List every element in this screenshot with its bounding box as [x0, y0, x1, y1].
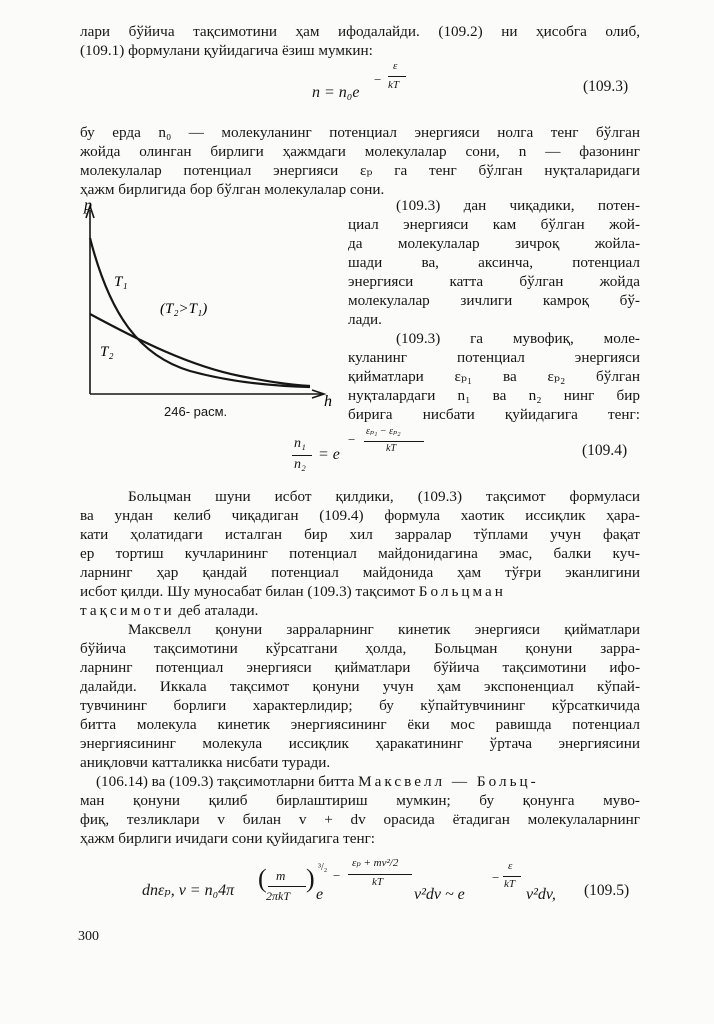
eq-minus: −: [492, 870, 500, 885]
text-line: циал энергияси кам бўлган жой-: [348, 216, 640, 233]
text-line: ва ундан келиб чиқадиган (109.4) формула хаотик иссиқлик ҳара-: [80, 507, 640, 524]
eq-exp2-top: ε: [508, 860, 513, 872]
text-line: тувчининг борлиги характерлидир; бу кўпайтувчининг кўрсаткичида: [80, 697, 640, 714]
eq-exp1-bottom: kT: [372, 876, 383, 888]
text-line: [80, 772, 640, 791]
text-line: нуқталардаги n₁ ва n₂ нинг бир: [348, 387, 640, 404]
eq-exp-bottom: kT: [388, 79, 399, 91]
text-line: бўйича тақсимотини кўрсатгани ҳолда, Больцман қонуни зарра-: [80, 640, 640, 657]
figure-246: [80, 196, 342, 406]
text-line: аниқловчи катталикка нисбати туради.: [80, 754, 331, 771]
text-line: да молекулалар зичроқ жойла-: [348, 235, 640, 252]
eq-label: (109.5): [584, 882, 630, 899]
text-line: ҳажм бирлигида бор бўлган молекулалар сони.: [80, 181, 385, 198]
eq-exp-top: εₚ₁ − εₚ₂: [366, 426, 401, 437]
text-line: ларнинг потенциал энергияси қийматлари бўйича тақсимотини ифо-: [80, 659, 640, 676]
eq-exp1-top: εₚ + mv²/2: [352, 857, 399, 869]
eq-mid: v²dv ~ e: [414, 886, 465, 903]
text-line: бу ерда n₀ — молекуланинг потенциал энергияси нолга тенг бўлган: [80, 124, 640, 141]
text-line: (109.3) дан чиқадики, потен-: [396, 197, 640, 214]
text-span: исбот қилди. Шу муносабат билан (109.3) тақсимот: [80, 583, 415, 600]
text-line: ларнинг ҳар қандай потенциал майдонида ҳам тўғри эканлигини: [80, 564, 640, 581]
temperature-condition: (T₂>T₁): [160, 301, 208, 317]
text-line: бирига нисбати қуйидагига тенг:: [348, 406, 640, 423]
text-line: Больцман шуни исбот қилдики, (109.3) тақсимот формуласи: [128, 488, 640, 505]
eq-minus: −: [333, 868, 341, 883]
eq-num: n₁: [294, 436, 306, 451]
text-line: кати ҳолатидаги исталган бир хил зарралар тўплами учун фақат: [80, 526, 640, 543]
page-number: 300: [78, 929, 99, 944]
text-span: (106.14) ва (109.3) тақсимотларни битта: [96, 773, 355, 790]
text-line: лади.: [348, 311, 382, 328]
y-axis-label: p: [84, 197, 92, 214]
text-line: энергияси катта бўлган жойда: [348, 273, 640, 290]
text-span: деб аталади.: [174, 602, 259, 619]
eq-den: n₂: [294, 457, 306, 472]
eq-label: (109.4): [582, 442, 628, 459]
eq-power: ³/₂: [318, 862, 328, 873]
eq-tail: v²dv,: [526, 886, 556, 903]
text-line: ман қонуни қилиб бирлаштириш мумкин; бу қонунга муво-: [80, 792, 640, 809]
eq-minus: −: [374, 72, 382, 87]
text-line: жойда олинган бирлиги ҳажмдаги молекулалар сони, n — фазонинг: [80, 143, 640, 160]
curve1-label: T₁: [114, 274, 128, 290]
text-line: қийматлари εₚ₁ ва εₚ₂ бўлган: [348, 368, 640, 385]
curve-t2: [90, 314, 310, 386]
text-line: молекулалар зичлиги камроқ бў-: [348, 292, 640, 309]
text-line: (109.3) га мувофиқ, моле-: [396, 330, 640, 347]
text-line: битта молекула кинетик энергиясининг ёки мос равишда потенциал: [80, 716, 640, 733]
eq-minus: −: [348, 432, 356, 447]
text-line: ҳажм бирлиги ичидаги сони қуйидагига тенг:: [80, 830, 376, 847]
spaced-term: Больцман: [418, 583, 506, 600]
eq-exp2-bottom: kT: [504, 878, 515, 890]
eq-eq: = e: [318, 446, 340, 463]
text-line: [80, 601, 640, 620]
eq-exp-top: ε: [393, 60, 398, 72]
text-line: шади ва, аксинча, потенциал: [348, 254, 640, 271]
eq-exp-bottom: kT: [386, 443, 396, 454]
text-line: куланинг потенциал энергияси: [348, 349, 640, 366]
text-line: ер тортиш кучларининг потенциал майдонидагина эмас, балки куч-: [80, 545, 640, 562]
text-line: молекулалар потенциал энергияси εₚ га тенг бўлган нуқталаридаги: [80, 162, 640, 179]
eq-lhs: dnεₚ, v = n₀4π: [142, 882, 235, 899]
eq-label: (109.3): [583, 78, 629, 95]
paren-close: ): [306, 864, 315, 893]
text-line: энергиясининг молекула иссиқлик ҳаракатининг ўртача энергиясини: [80, 735, 640, 752]
eq-e1: e: [316, 886, 324, 903]
eq-main: n = n₀e: [312, 84, 360, 101]
eq-frac-bottom: 2πkT: [266, 889, 291, 903]
x-axis-label: h: [324, 393, 332, 406]
curve2-label: T₂: [100, 344, 114, 360]
text-line: Максвелл қонуни зарраларнинг кинетик энергияси қийматлари: [128, 621, 640, 638]
spaced-term: тақсимоти: [80, 602, 175, 619]
text-line: лари бўйича тақсимотини ҳам ифодалайди. (109.2) ни ҳисобга олиб,: [80, 23, 640, 40]
text-line: далайди. Иккала тақсимот қонуни учун ҳам экспоненциал кўпай-: [80, 678, 640, 695]
text-line: [80, 582, 506, 601]
text-line: фиқ, тезликлари v билан v + dv орасида ётадиган молекулаларнинг: [80, 811, 640, 828]
eq-frac-top: m: [276, 868, 286, 883]
figure-caption: 246- расм.: [164, 404, 228, 419]
text-line: (109.1) формулани қуйидагича ёзиш мумкин:: [80, 42, 373, 59]
paren-open: (: [258, 864, 267, 893]
spaced-term: Максвелл — Больц-: [358, 773, 539, 790]
